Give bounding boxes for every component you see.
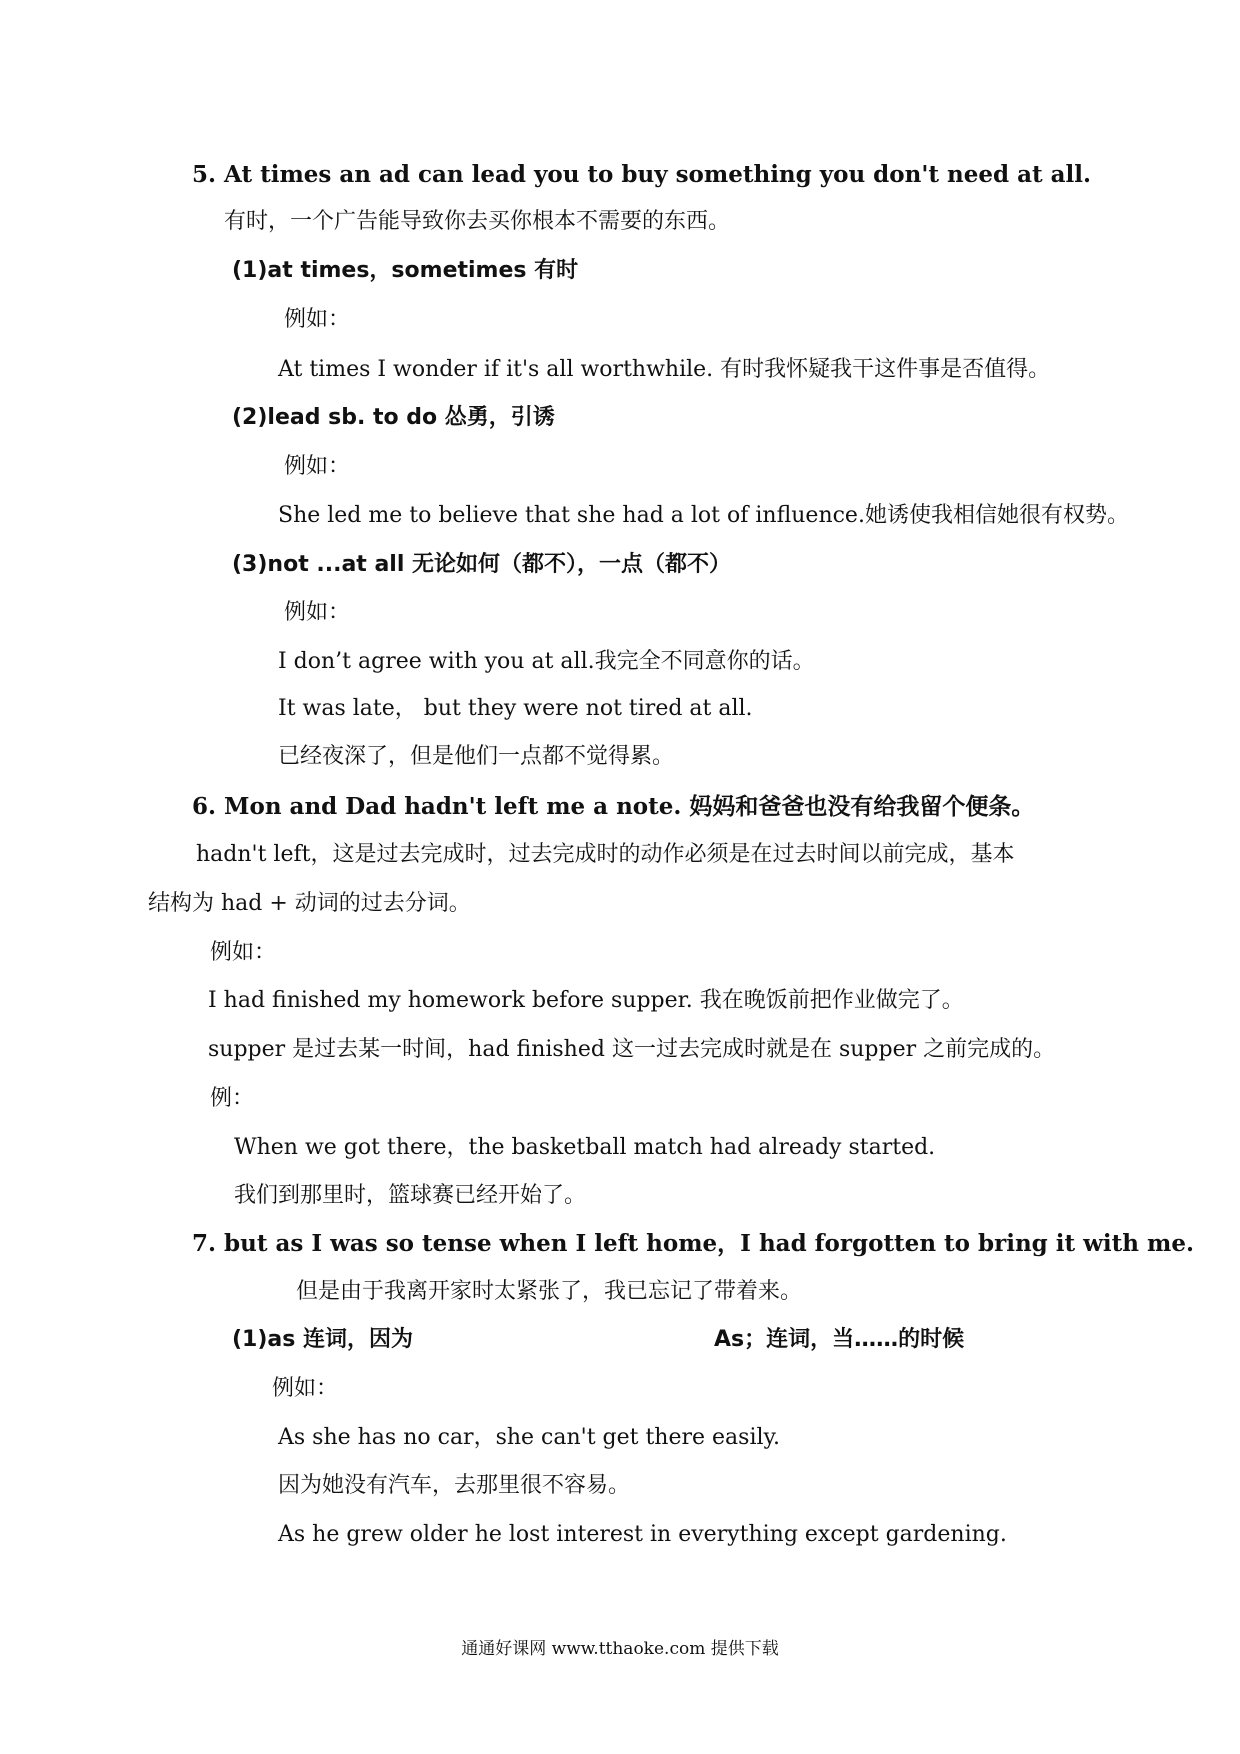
point-1-heading: (1)at times，sometimes 有时 — [232, 258, 579, 283]
point-2-heading: (2)lead sb. to do 怂勇，引诱 — [232, 405, 555, 430]
example-label: 例如： — [284, 454, 351, 479]
example-sentence: I don’t agree with you at all.我完全不同意你的话。 — [278, 649, 815, 674]
example-label: 例如： — [272, 1376, 339, 1401]
example-sentence: As she has no car，she can't get there easily. — [278, 1425, 781, 1450]
example-label: 例如： — [284, 600, 351, 625]
section-5-translation: 有时，一个广告能导致你去买你根本不需要的东西。 — [224, 209, 731, 234]
section-7-heading: 7. but as I was so tense when I left home，I had forgotten to bring it with me. — [192, 1230, 1195, 1257]
example-sentence: When we got there，the basketball match had already started. — [234, 1135, 936, 1160]
explanation-text: hadn't left，这是过去完成时，过去完成时的动作必须是在过去时间以前完成，基本 — [196, 842, 1015, 867]
example-label: 例如： — [284, 307, 351, 332]
example-translation: 我们到那里时，篮球赛已经开始了。 — [234, 1183, 587, 1208]
page-footer: 通通好课网 www.tthaoke.com 提供下载 — [461, 1639, 779, 1659]
point-3-heading: (3)not ...at all 无论如何（都不），一点（都不） — [232, 552, 732, 577]
example-sentence: She led me to believe that she had a lot of influence.她诱使我相信她很有权势。 — [278, 503, 1129, 528]
section-6-heading: 6. Mon and Dad hadn't left me a note. 妈妈和爸爸也没有给我留个便条。 — [192, 793, 1035, 820]
point-1-alt-heading: As；连词，当……的时候 — [714, 1327, 965, 1352]
example-sentence: At times I wonder if it's all worthwhile. 有时我怀疑我干这件事是否值得。 — [278, 357, 1051, 382]
example-sentence: As he grew older he lost interest in everything except gardening. — [278, 1522, 1007, 1547]
example-label: 例如： — [210, 940, 277, 965]
example-label: 例： — [210, 1086, 255, 1111]
example-translation: 因为她没有汽车，去那里很不容易。 — [278, 1473, 631, 1498]
explanation-text: supper 是过去某一时间，had finished 这一过去完成时就是在 supper 之前完成的。 — [208, 1037, 1056, 1062]
example-sentence: It was late， but they were not tired at all. — [278, 696, 753, 721]
section-5-heading: 5. At times an ad can lead you to buy something you don't need at all. — [192, 161, 1091, 188]
example-translation: 已经夜深了，但是他们一点都不觉得累。 — [278, 744, 675, 769]
explanation-text: 结构为 had + 动词的过去分词。 — [148, 891, 471, 916]
point-1-heading: (1)as 连词，因为 — [232, 1327, 414, 1352]
example-sentence: I had finished my homework before supper. 我在晚饭前把作业做完了。 — [208, 988, 964, 1013]
section-7-translation: 但是由于我离开家时太紧张了，我已忘记了带着来。 — [296, 1279, 803, 1304]
